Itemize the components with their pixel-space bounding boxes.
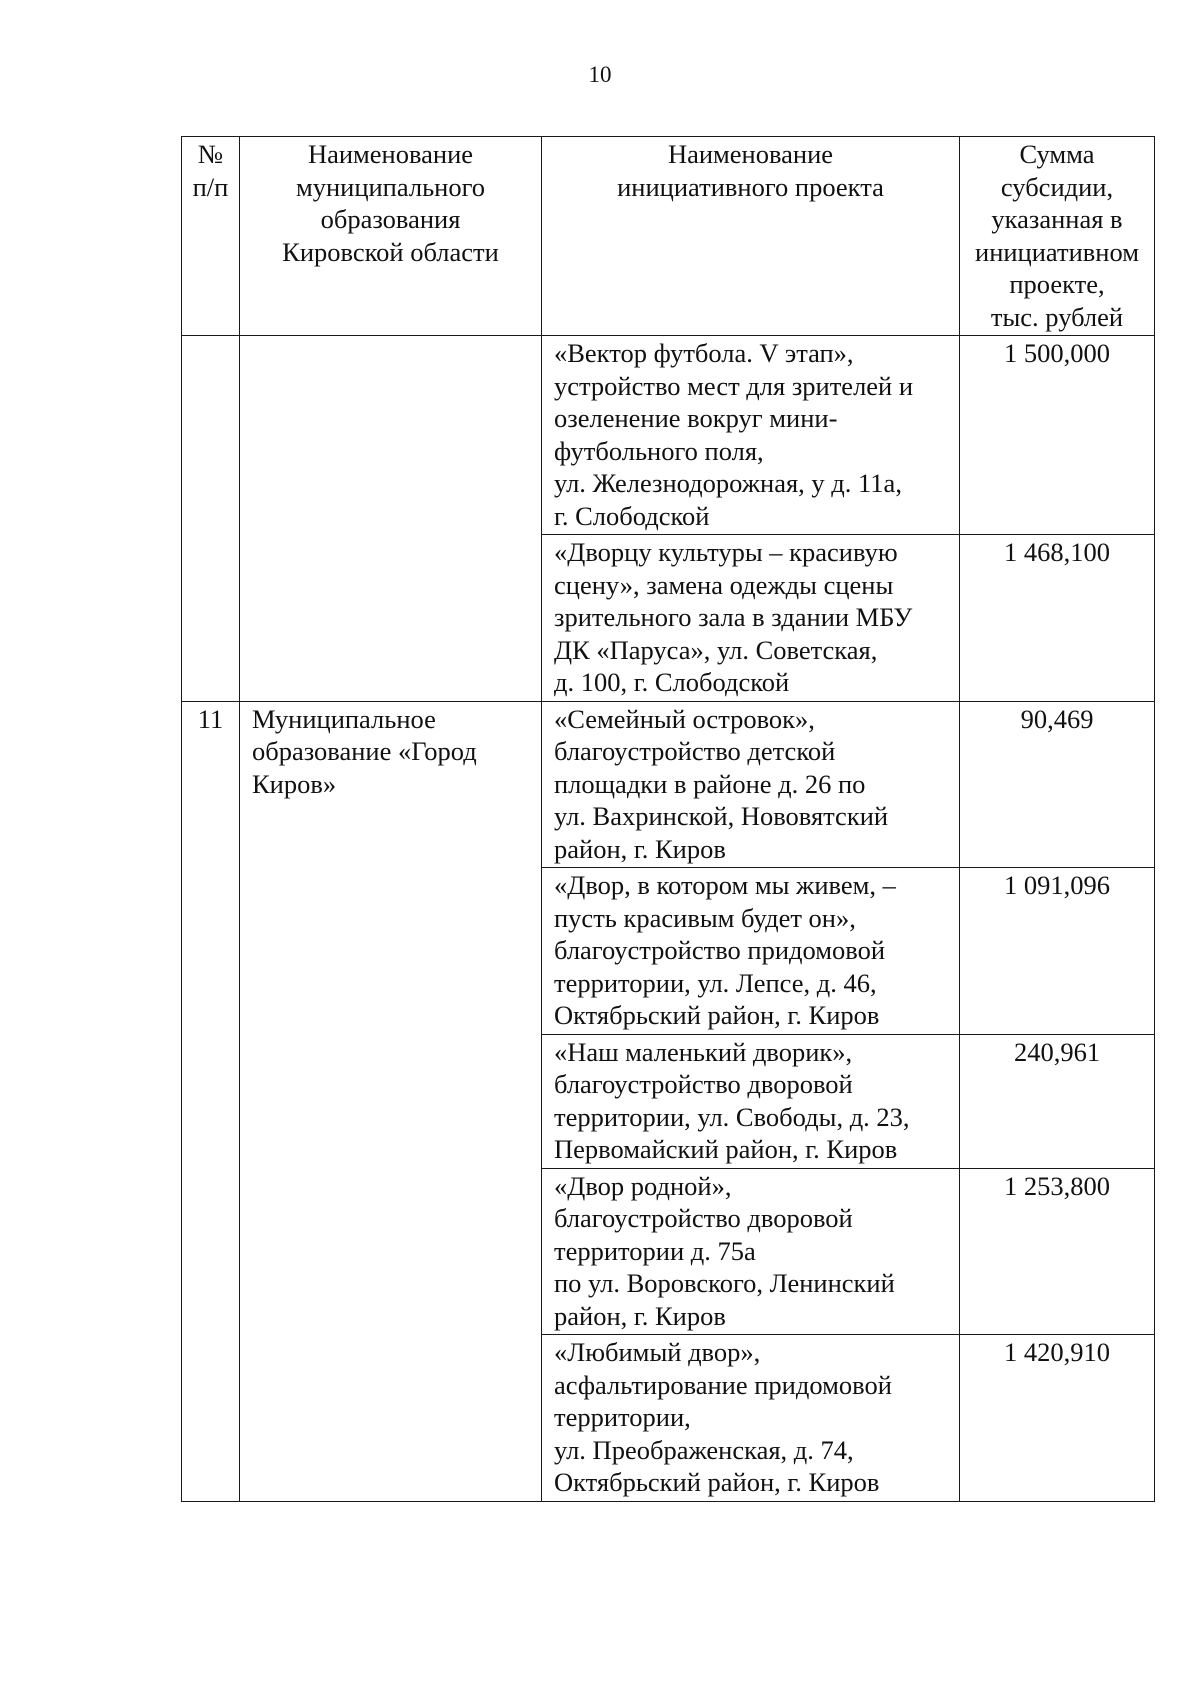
amount-cell: 1 091,096 — [960, 868, 1155, 1035]
project-cell: «Двор родной», благоустройство дворовой территории д. 75а по ул. Воровского, Ленинский район, г. Киров — [542, 1168, 960, 1335]
project-cell: «Дворцу культуры – красивую сцену», замена одежды сцены зрительного зала в здании МБУ ДК «Паруса», ул. Советская, д. 100, г. Слободской — [542, 535, 960, 702]
row-num-cell — [182, 336, 240, 702]
amount-cell: 1 420,910 — [960, 1335, 1155, 1502]
header-amount: Сумма субсидии, указанная в инициативном проекте, тыс. рублей — [960, 137, 1155, 336]
project-cell: «Семейный островок», благоустройство детской площадки в районе д. 26 по ул. Вахринской, Нововятский район, г. Киров — [542, 701, 960, 868]
amount-cell: 90,469 — [960, 701, 1155, 868]
table-row — [182, 701, 1155, 868]
project-cell: «Двор, в котором мы живем, – пусть красивым будет он», благоустройство придомовой территории, ул. Лепсе, д. 46, Октябрьский район, г. Киров — [542, 868, 960, 1035]
amount-cell: 1 500,000 — [960, 336, 1155, 535]
table-row — [182, 336, 1155, 535]
page-number: 10 — [588, 62, 612, 87]
municipality-cell: Муниципальное образование «Город Киров» — [240, 701, 542, 1501]
project-cell: «Вектор футбола. V этап», устройство мест для зрителей и озеленение вокруг мини- футбольного поля, ул. Железнодорожная, у д. 11а, г. Слободской — [542, 336, 960, 535]
amount-cell: 1 253,800 — [960, 1168, 1155, 1335]
municipality-cell — [240, 336, 542, 702]
table-header-row — [182, 137, 1155, 336]
project-cell: «Наш маленький дворик», благоустройство дворовой территории, ул. Свободы, д. 23, Первомайский район, г. Киров — [542, 1034, 960, 1168]
row-num-cell: 11 — [182, 701, 240, 1501]
amount-cell: 1 468,100 — [960, 535, 1155, 702]
header-municipality: Наименование муниципального образования Кировской области — [240, 137, 542, 336]
header-project: Наименование инициативного проекта — [542, 137, 960, 336]
header-num: № п/п — [182, 137, 240, 336]
project-cell: «Любимый двор», асфальтирование придомовой территории, ул. Преображенская, д. 74, Октябрьский район, г. Киров — [542, 1335, 960, 1502]
amount-cell: 240,961 — [960, 1034, 1155, 1168]
subsidy-table — [181, 136, 1155, 1502]
